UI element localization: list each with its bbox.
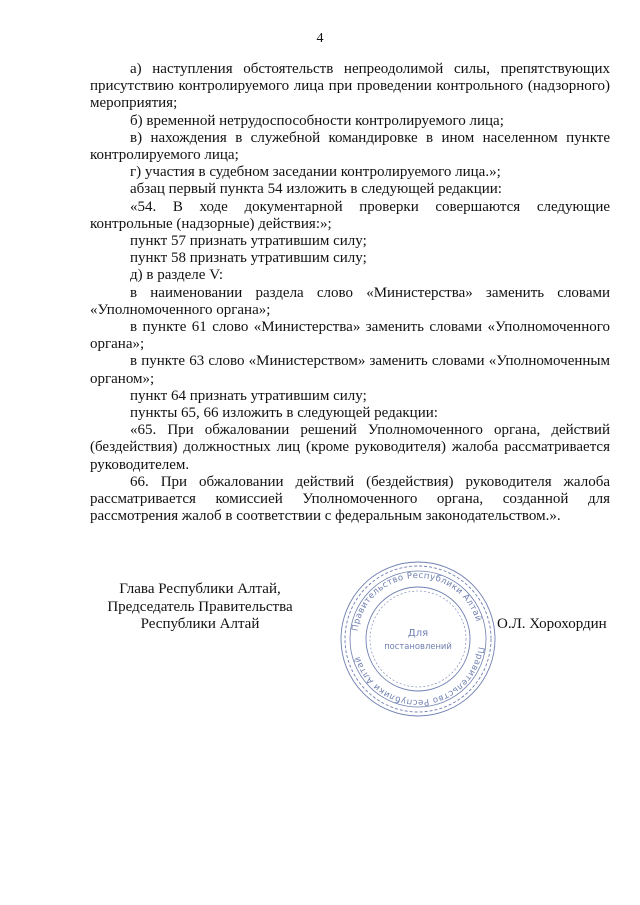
paragraph-v: в) нахождения в служебной командировке в ином населенном пункте контролируемого лица;: [90, 129, 610, 164]
seal-ring-text-lower: Правительство Республики Алтай: [352, 646, 486, 708]
paragraph-61: в пункте 61 слово «Министерства» заменить словами «Уполномоченного органа»;: [90, 319, 610, 353]
document-body: [90, 61, 610, 525]
official-seal: [338, 559, 498, 719]
signatory-title-line: Глава Республики Алтай,: [119, 581, 281, 597]
paragraph-65-66-intro: пункты 65, 66 изложить в следующей редакции:: [130, 405, 438, 422]
signatory-title-line: Председатель Правительства: [107, 598, 293, 615]
paragraph-abzac-54: абзац первый пункта 54 изложить в следующей редакции:: [130, 181, 502, 198]
signatory-title: [90, 581, 310, 634]
seal-center-line: Для: [407, 628, 429, 639]
paragraph-66: 66. При обжаловании действий (бездействия) руководителя жалоба рассматривается комиссией Уполномоченного органа, созданной для рассмотрения жалоб в соответствии с федеральным законодательством.».: [90, 473, 610, 525]
page-number: 4: [316, 31, 324, 46]
seal-graphic: [338, 559, 498, 719]
signatory-name: О.Л. Хорохордин: [497, 616, 607, 632]
paragraph-section-title: в наименовании раздела слово «Министерства» заменить словами «Уполномоченного органа»;: [90, 284, 610, 318]
paragraph-a: а) наступления обстоятельств непреодолимой силы, препятствующих присутствию контролируемого лица при проведении контрольного (надзорного) мероприятия;: [90, 61, 610, 112]
paragraph-54: «54. В ходе документарной проверки совершаются следующие контрольные (надзорные) действия:»;: [90, 198, 610, 232]
paragraph-63: в пункте 63 слово «Министерством» заменить словами «Уполномоченным органом»;: [90, 353, 610, 387]
paragraph-g: г) участия в судебном заседании контролируемого лица.»;: [130, 164, 501, 181]
signatory-title-line: Республики Алтай: [140, 616, 260, 632]
paragraph-64: пункт 64 признать утратившим силу;: [130, 387, 367, 404]
paragraph-b: б) временной нетрудоспособности контролируемого лица;: [130, 112, 504, 129]
paragraph-57: пункт 57 признать утратившим силу;: [130, 233, 367, 250]
seal-center-line: постановлений: [384, 641, 452, 651]
paragraph-65: «65. При обжаловании решений Уполномоченного органа, действий (бездействия) должностных лиц (кроме руководителя) жалоба рассматривается руководителем.: [90, 422, 610, 473]
paragraph-58: пункт 58 признать утратившим силу;: [130, 250, 367, 267]
seal-ring-text: Правительство Республики Алтай: [350, 570, 484, 632]
paragraph-d: д) в разделе V:: [130, 267, 224, 284]
